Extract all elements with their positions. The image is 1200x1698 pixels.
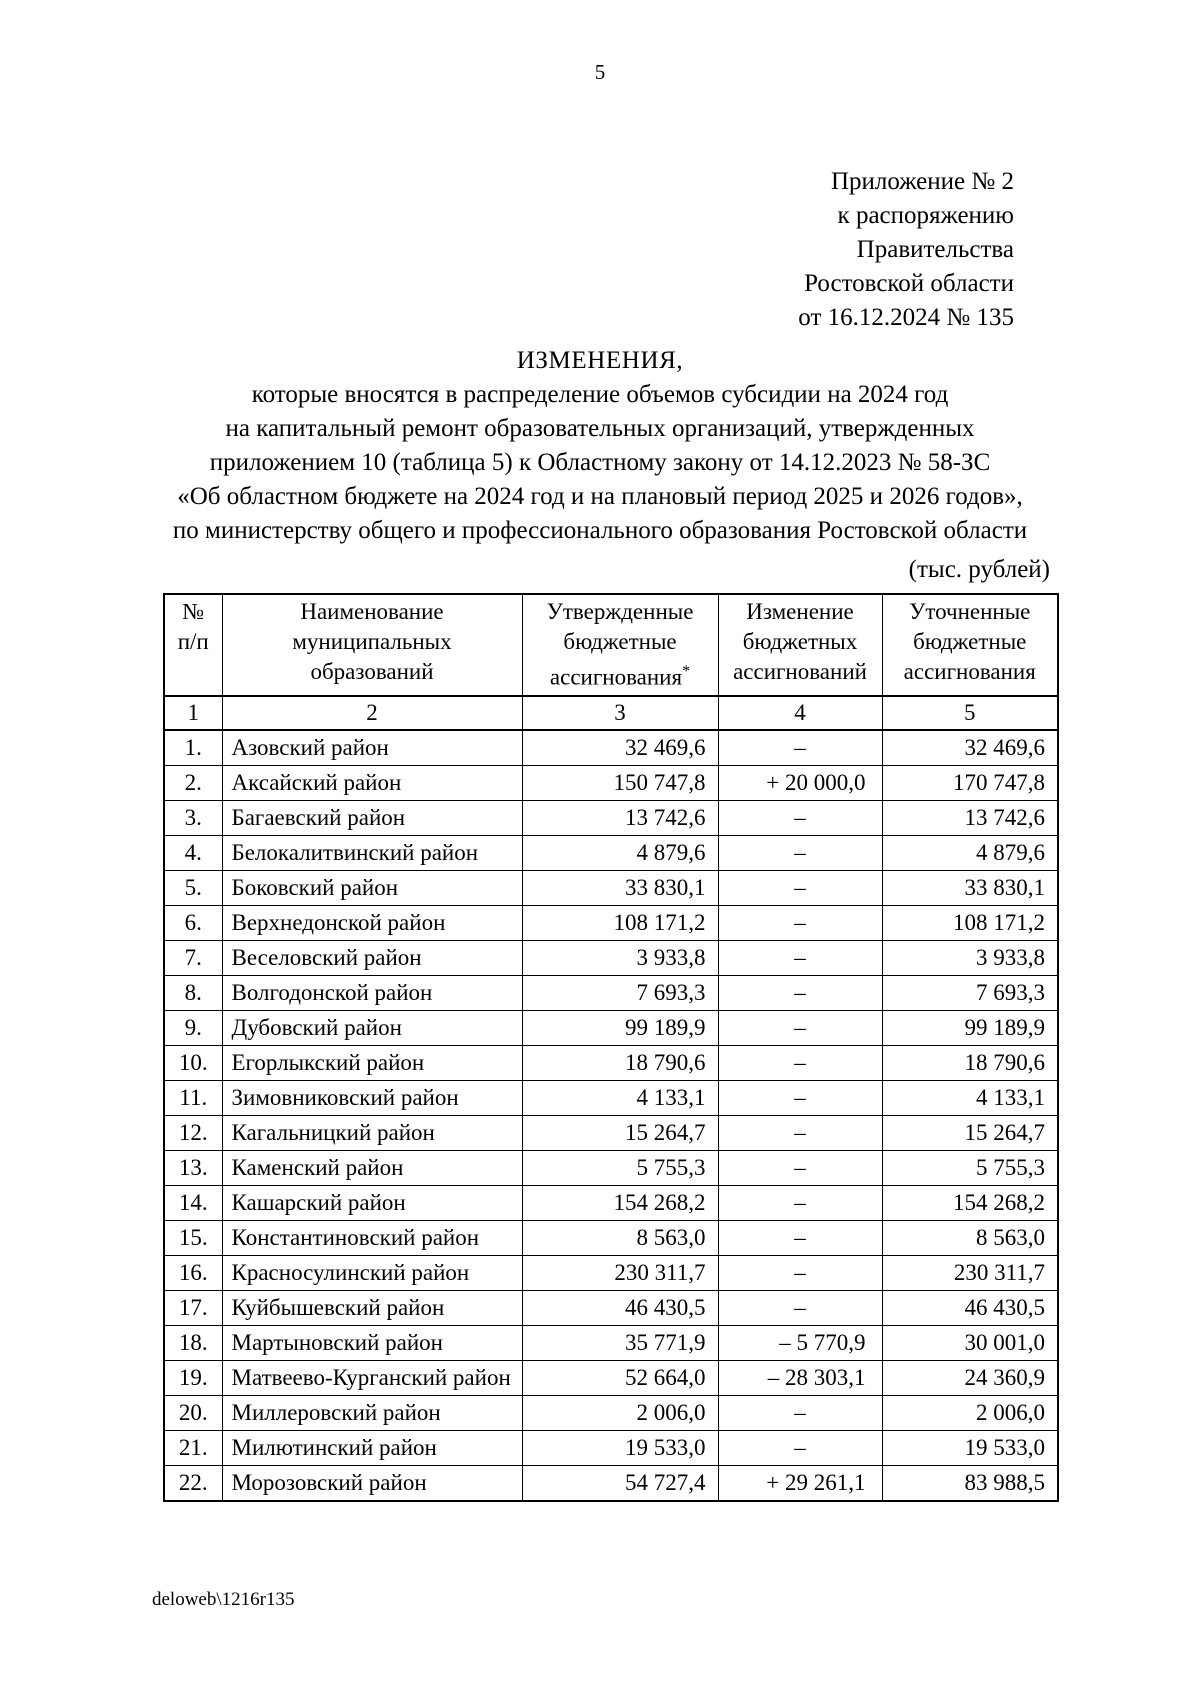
footer-document-code: deloweb\1216r135 xyxy=(152,1589,295,1610)
change-allocation-cell: – 5 770,9 xyxy=(718,1325,882,1360)
change-allocation-cell: – xyxy=(718,975,882,1010)
row-index-cell: 9. xyxy=(164,1010,222,1045)
refined-allocation-cell: 30 001,0 xyxy=(882,1325,1058,1360)
municipality-name-cell: Волгодонской район xyxy=(222,975,522,1010)
refined-allocation-cell: 5 755,3 xyxy=(882,1150,1058,1185)
table-row xyxy=(164,1150,1058,1185)
header-cell-refined xyxy=(882,594,1058,696)
table-row xyxy=(164,1045,1058,1080)
approved-allocation-cell: 108 171,2 xyxy=(522,905,718,940)
municipality-name-cell: Кагальницкий район xyxy=(222,1115,522,1150)
approved-allocation-cell: 46 430,5 xyxy=(522,1290,718,1325)
row-index-cell: 13. xyxy=(164,1150,222,1185)
header-refined-line1: Уточненные xyxy=(909,599,1031,624)
change-allocation-cell: – xyxy=(718,1185,882,1220)
municipality-name-cell: Матвеево-Курганский район xyxy=(222,1360,522,1395)
refined-allocation-cell: 154 268,2 xyxy=(882,1185,1058,1220)
column-number-3: 3 xyxy=(522,696,718,730)
change-allocation-cell: – 28 303,1 xyxy=(718,1360,882,1395)
appendix-line-3: Правительства xyxy=(856,236,1014,263)
row-index-cell: 3. xyxy=(164,800,222,835)
approved-allocation-cell: 99 189,9 xyxy=(522,1010,718,1045)
change-allocation-cell: – xyxy=(718,1430,882,1465)
footnote-asterisk: * xyxy=(682,663,691,680)
refined-allocation-cell: 83 988,5 xyxy=(882,1465,1058,1501)
refined-allocation-cell: 170 747,8 xyxy=(882,765,1058,800)
approved-allocation-cell: 3 933,8 xyxy=(522,940,718,975)
title-line-5: по министерству общего и профессионального образования Ростовской области xyxy=(172,517,1028,544)
header-approved-line3 xyxy=(529,657,712,693)
row-index-cell: 1. xyxy=(164,730,222,766)
approved-allocation-cell: 5 755,3 xyxy=(522,1150,718,1185)
table-row xyxy=(164,1185,1058,1220)
municipality-name-cell: Багаевский район xyxy=(222,800,522,835)
change-allocation-cell: + 29 261,1 xyxy=(718,1465,882,1501)
header-refined-line2: бюджетные xyxy=(913,629,1027,654)
municipality-name-cell: Красносулинский район xyxy=(222,1255,522,1290)
table-row xyxy=(164,765,1058,800)
row-index-cell: 10. xyxy=(164,1045,222,1080)
table-row xyxy=(164,905,1058,940)
column-number-4: 4 xyxy=(718,696,882,730)
change-allocation-cell: – xyxy=(718,905,882,940)
municipality-name-cell: Миллеровский район xyxy=(222,1395,522,1430)
change-allocation-cell: – xyxy=(718,800,882,835)
refined-allocation-cell: 13 742,6 xyxy=(882,800,1058,835)
refined-allocation-cell: 7 693,3 xyxy=(882,975,1058,1010)
document-heading: ИЗМЕНЕНИЯ, xyxy=(516,347,684,374)
header-change-line1: Изменение xyxy=(746,599,854,624)
approved-allocation-cell: 52 664,0 xyxy=(522,1360,718,1395)
approved-allocation-cell: 32 469,6 xyxy=(522,730,718,766)
refined-allocation-cell: 108 171,2 xyxy=(882,905,1058,940)
change-allocation-cell: – xyxy=(718,1115,882,1150)
approved-allocation-cell: 8 563,0 xyxy=(522,1220,718,1255)
table-row xyxy=(164,1395,1058,1430)
change-allocation-cell: – xyxy=(718,835,882,870)
appendix-line-4: Ростовской области xyxy=(804,270,1014,297)
refined-allocation-cell: 32 469,6 xyxy=(882,730,1058,766)
header-cell-approved xyxy=(522,594,718,696)
change-allocation-cell: – xyxy=(718,1290,882,1325)
table-body xyxy=(164,730,1058,1501)
change-allocation-cell: – xyxy=(718,870,882,905)
approved-allocation-cell: 154 268,2 xyxy=(522,1185,718,1220)
header-cell-number xyxy=(164,594,222,696)
municipality-name-cell: Мартыновский район xyxy=(222,1325,522,1360)
header-cell-change xyxy=(718,594,882,696)
municipality-name-cell: Милютинский район xyxy=(222,1430,522,1465)
row-index-cell: 14. xyxy=(164,1185,222,1220)
approved-allocation-cell: 54 727,4 xyxy=(522,1465,718,1501)
header-approved-line1: Утвержденные xyxy=(546,599,694,624)
appendix-reference-block xyxy=(798,165,1014,335)
row-index-cell: 15. xyxy=(164,1220,222,1255)
refined-allocation-cell: 230 311,7 xyxy=(882,1255,1058,1290)
approved-allocation-cell: 150 747,8 xyxy=(522,765,718,800)
table-row xyxy=(164,1010,1058,1045)
header-municipality-line3: образований xyxy=(310,659,434,684)
table-header xyxy=(164,594,1058,730)
approved-allocation-cell: 33 830,1 xyxy=(522,870,718,905)
header-municipality-line2: муниципальных xyxy=(292,629,452,654)
row-index-cell: 5. xyxy=(164,870,222,905)
row-index-cell: 17. xyxy=(164,1290,222,1325)
change-allocation-cell: – xyxy=(718,1150,882,1185)
table-row xyxy=(164,975,1058,1010)
table-row xyxy=(164,870,1058,905)
municipality-name-cell: Кашарский район xyxy=(222,1185,522,1220)
refined-allocation-cell: 4 133,1 xyxy=(882,1080,1058,1115)
row-index-cell: 11. xyxy=(164,1080,222,1115)
table-row xyxy=(164,835,1058,870)
approved-allocation-cell: 2 006,0 xyxy=(522,1395,718,1430)
approved-allocation-cell: 19 533,0 xyxy=(522,1430,718,1465)
approved-allocation-cell: 7 693,3 xyxy=(522,975,718,1010)
row-index-cell: 2. xyxy=(164,765,222,800)
header-number-line2: п/п xyxy=(177,629,209,654)
refined-allocation-cell: 33 830,1 xyxy=(882,870,1058,905)
municipality-name-cell: Егорлыкский район xyxy=(222,1045,522,1080)
column-number-2: 2 xyxy=(222,696,522,730)
title-line-4: «Об областном бюджете на 2024 год и на плановый период 2025 и 2026 годов», xyxy=(177,483,1023,510)
approved-allocation-cell: 230 311,7 xyxy=(522,1255,718,1290)
table-row xyxy=(164,1430,1058,1465)
refined-allocation-cell: 46 430,5 xyxy=(882,1290,1058,1325)
municipality-name-cell: Зимовниковский район xyxy=(222,1080,522,1115)
municipality-name-cell: Аксайский район xyxy=(222,765,522,800)
table-header-row xyxy=(164,594,1058,696)
refined-allocation-cell: 2 006,0 xyxy=(882,1395,1058,1430)
row-index-cell: 22. xyxy=(164,1465,222,1501)
table-row xyxy=(164,1255,1058,1290)
row-index-cell: 12. xyxy=(164,1115,222,1150)
appendix-line-1: Приложение № 2 xyxy=(830,168,1014,195)
refined-allocation-cell: 18 790,6 xyxy=(882,1045,1058,1080)
change-allocation-cell: – xyxy=(718,1255,882,1290)
row-index-cell: 19. xyxy=(164,1360,222,1395)
table-row xyxy=(164,1465,1058,1501)
table-row xyxy=(164,940,1058,975)
header-approved-word: ассигнования xyxy=(549,664,683,690)
table-row xyxy=(164,1115,1058,1150)
row-index-cell: 4. xyxy=(164,835,222,870)
row-index-cell: 20. xyxy=(164,1395,222,1430)
table-row xyxy=(164,1220,1058,1255)
municipality-name-cell: Белокалитвинский район xyxy=(222,835,522,870)
change-allocation-cell: – xyxy=(718,1010,882,1045)
change-allocation-cell: – xyxy=(718,940,882,975)
approved-allocation-cell: 15 264,7 xyxy=(522,1115,718,1150)
page-number: 5 xyxy=(594,60,606,84)
municipality-name-cell: Морозовский район xyxy=(222,1465,522,1501)
header-cell-municipality xyxy=(222,594,522,696)
refined-allocation-cell: 99 189,9 xyxy=(882,1010,1058,1045)
header-change-line2: бюджетных xyxy=(742,629,858,654)
refined-allocation-cell: 8 563,0 xyxy=(882,1220,1058,1255)
row-index-cell: 7. xyxy=(164,940,222,975)
table-row xyxy=(164,730,1058,766)
header-number-line1: № xyxy=(182,599,205,624)
budget-table-container xyxy=(163,593,1057,1502)
row-index-cell: 6. xyxy=(164,905,222,940)
title-line-3: приложением 10 (таблица 5) к Областному закону от 14.12.2023 № 58-ЗС xyxy=(209,449,991,476)
refined-allocation-cell: 19 533,0 xyxy=(882,1430,1058,1465)
municipality-name-cell: Веселовский район xyxy=(222,940,522,975)
refined-allocation-cell: 24 360,9 xyxy=(882,1360,1058,1395)
table-row xyxy=(164,800,1058,835)
header-change-line3: ассигнований xyxy=(733,659,867,684)
change-allocation-cell: – xyxy=(718,1220,882,1255)
change-allocation-cell: – xyxy=(718,1080,882,1115)
municipality-name-cell: Константиновский район xyxy=(222,1220,522,1255)
budget-table xyxy=(163,593,1059,1502)
refined-allocation-cell: 4 879,6 xyxy=(882,835,1058,870)
header-refined-line3: ассигнования xyxy=(903,659,1036,684)
units-note: (тыс. рублей) xyxy=(908,556,1050,583)
refined-allocation-cell: 3 933,8 xyxy=(882,940,1058,975)
title-line-1: которые вносятся в распределение объемов субсидии на 2024 год xyxy=(251,381,949,408)
row-index-cell: 18. xyxy=(164,1325,222,1360)
approved-allocation-cell: 13 742,6 xyxy=(522,800,718,835)
municipality-name-cell: Боковский район xyxy=(222,870,522,905)
municipality-name-cell: Дубовский район xyxy=(222,1010,522,1045)
municipality-name-cell: Каменский район xyxy=(222,1150,522,1185)
column-number-5: 5 xyxy=(882,696,1058,730)
approved-allocation-cell: 18 790,6 xyxy=(522,1045,718,1080)
municipality-name-cell: Верхнедонской район xyxy=(222,905,522,940)
approved-allocation-cell: 4 879,6 xyxy=(522,835,718,870)
table-column-numbers-row xyxy=(164,696,1058,730)
row-index-cell: 16. xyxy=(164,1255,222,1290)
approved-allocation-cell: 35 771,9 xyxy=(522,1325,718,1360)
table-row xyxy=(164,1360,1058,1395)
table-row xyxy=(164,1325,1058,1360)
row-index-cell: 8. xyxy=(164,975,222,1010)
table-row xyxy=(164,1080,1058,1115)
approved-allocation-cell: 4 133,1 xyxy=(522,1080,718,1115)
refined-allocation-cell: 15 264,7 xyxy=(882,1115,1058,1150)
change-allocation-cell: – xyxy=(718,1045,882,1080)
column-number-1: 1 xyxy=(164,696,222,730)
appendix-line-5: от 16.12.2024 № 135 xyxy=(798,304,1014,331)
municipality-name-cell: Куйбышевский район xyxy=(222,1290,522,1325)
appendix-line-2: к распоряжению xyxy=(837,202,1014,229)
header-municipality-line1: Наименование xyxy=(300,599,444,624)
title-line-2: на капитальный ремонт образовательных организаций, утвержденных xyxy=(225,415,975,442)
change-allocation-cell: – xyxy=(718,1395,882,1430)
table-row xyxy=(164,1290,1058,1325)
header-approved-line2: бюджетные xyxy=(563,629,677,654)
change-allocation-cell: – xyxy=(718,730,882,766)
municipality-name-cell: Азовский район xyxy=(222,730,522,766)
row-index-cell: 21. xyxy=(164,1430,222,1465)
document-title-block xyxy=(0,344,1200,548)
change-allocation-cell: + 20 000,0 xyxy=(718,765,882,800)
